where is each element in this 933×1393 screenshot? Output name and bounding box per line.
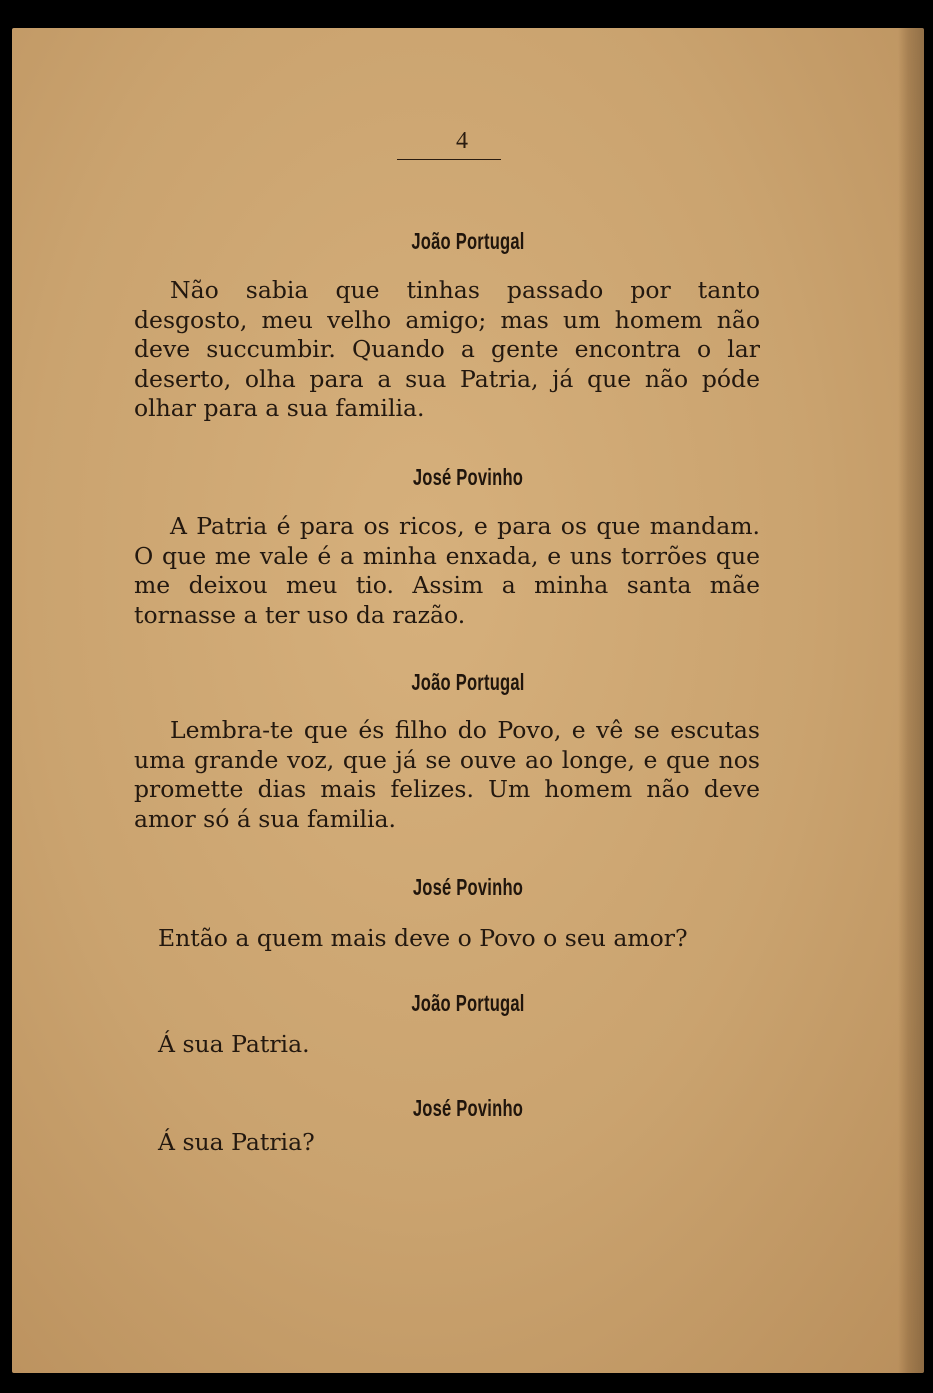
speech-text: Lembra-te que és filho do Povo, e vê se escutas uma grande voz, que já se ouve ao longe, e que nos promette dias mais felizes. Um homem não deve amor só á sua familia. [134,716,760,833]
speaker-name: José Povinho [412,464,524,490]
speech-text: Á sua Patria? [158,1128,315,1156]
speech-text: Não sabia que tinhas passado por tanto desgosto, meu velho amigo; mas um homem não deve succumbir. Quando a gente encontra o lar deserto, olha para a sua Patria, já que não póde olhar para a sua familia. [134,276,760,422]
book-page [12,28,924,1373]
speech-text: Á sua Patria. [158,1030,310,1058]
speaker-name: João Portugal [411,990,525,1016]
page-edge-shadow [898,28,924,1373]
page-number: 4 [456,128,468,154]
speaker-name: José Povinho [412,874,524,900]
speaker-name: José Povinho [412,1095,524,1121]
speech-text: A Patria é para os ricos, e para os que mandam. O que me vale é a minha enxada, e uns torrões que me deixou meu tio. Assim a minha santa mãe tornasse a ter uso da razão. [134,512,760,629]
speaker-name: João Portugal [411,228,525,254]
page-number-rule [397,159,501,160]
speech-text: Então a quem mais deve o Povo o seu amor? [158,924,688,952]
speaker-name: João Portugal [411,669,525,695]
